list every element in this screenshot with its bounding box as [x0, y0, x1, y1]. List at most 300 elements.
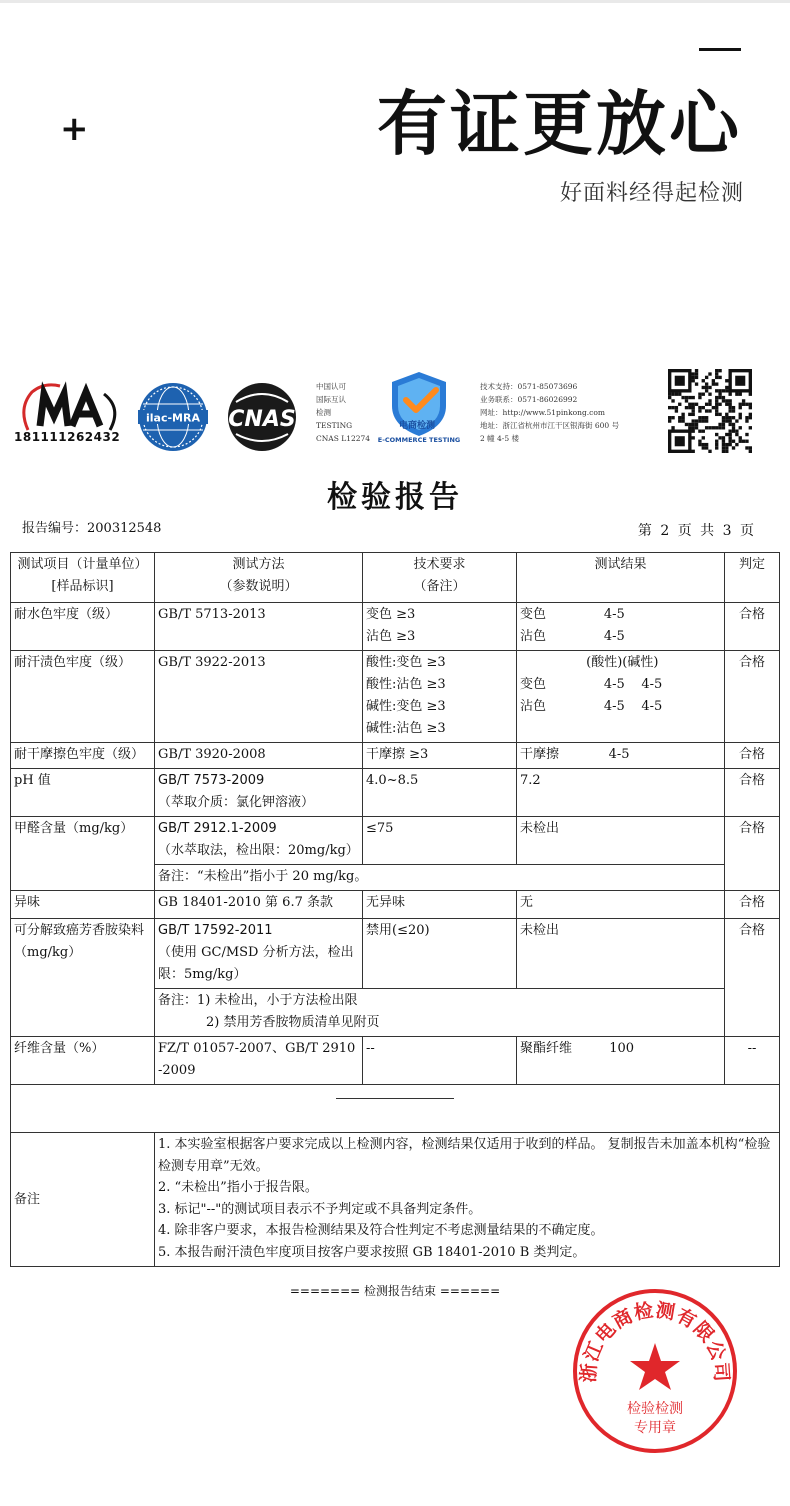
remark-item: 2. “未检出”指小于报告限。	[158, 1180, 318, 1195]
qr-module	[695, 419, 698, 422]
row-item: 纤维含量（%）	[11, 1037, 155, 1085]
qr-module	[745, 446, 748, 449]
qr-module	[692, 396, 695, 399]
qr-module	[718, 376, 721, 379]
qr-module	[695, 403, 698, 406]
report-end-mark: ======= 检测报告结束 ======	[289, 1284, 501, 1298]
qr-module	[728, 416, 731, 419]
qr-module	[708, 386, 711, 389]
qr-module	[692, 406, 695, 409]
header-result: 测试结果	[517, 553, 725, 603]
qr-module	[735, 393, 738, 396]
header-verdict: 判定	[725, 553, 780, 603]
qr-module	[671, 399, 674, 402]
seal-star-icon	[630, 1343, 680, 1390]
qr-module	[708, 403, 711, 406]
row-method: GB/T 5713-2013	[155, 603, 363, 651]
qr-module	[695, 369, 698, 372]
qr-module	[692, 419, 695, 422]
contact-line: 业务联系：0571-86026992	[480, 395, 578, 404]
row-req: ≤75	[363, 817, 517, 865]
remarks-label: 备注	[11, 1133, 155, 1267]
qr-module	[728, 429, 731, 432]
row-req: 4.0~8.5	[363, 769, 517, 817]
header-method-sub: （参数说明）	[219, 579, 298, 594]
table-row	[11, 891, 780, 919]
row-method: GB/T 3922-2013	[155, 651, 363, 743]
qr-module	[712, 379, 715, 382]
row-method: GB/T 3920-2008	[155, 743, 363, 769]
row-item: 耐水色牢度（级）	[11, 603, 155, 651]
qr-module	[742, 440, 745, 443]
qr-module	[708, 450, 711, 453]
qr-module	[725, 450, 728, 453]
qr-module	[725, 433, 728, 436]
contact-line: 2 幢 4-5 楼	[480, 434, 520, 443]
qr-module	[722, 446, 725, 449]
qr-module	[739, 393, 742, 396]
qr-module	[715, 372, 718, 375]
qr-module	[708, 426, 711, 429]
qr-module	[749, 426, 752, 429]
row-method: GB/T 7573-2009	[158, 773, 265, 788]
qr-module	[715, 426, 718, 429]
qr-module	[728, 423, 731, 426]
qr-module	[735, 433, 738, 436]
qr-module	[718, 413, 721, 416]
hero-subtitle: 好面料经得起检测	[559, 181, 744, 206]
qr-module	[735, 419, 738, 422]
qr-module	[732, 440, 735, 443]
qr-module	[705, 389, 708, 392]
qr-module	[678, 419, 681, 422]
qr-module	[705, 419, 708, 422]
row-result: 无	[517, 891, 725, 919]
qr-module	[685, 406, 688, 409]
qr-module	[698, 416, 701, 419]
qr-module	[718, 393, 721, 396]
qr-module	[708, 399, 711, 402]
qr-module	[722, 419, 725, 422]
row-verdict: 合格	[725, 769, 780, 817]
report-title: 检验报告	[327, 480, 463, 515]
qr-module	[705, 403, 708, 406]
row-method: GB 18401-2010 第 6.7 条款	[155, 891, 363, 919]
table-row	[11, 651, 780, 743]
qr-module	[702, 443, 705, 446]
qr-module	[749, 446, 752, 449]
qr-module	[705, 386, 708, 389]
qr-module	[668, 393, 671, 396]
qr-module	[675, 393, 678, 396]
qr-module	[692, 372, 695, 375]
qr-module	[692, 379, 695, 382]
row-verdict: 合格	[725, 743, 780, 769]
row-result: 变色 4-5 4-5	[520, 677, 663, 692]
qr-module	[692, 423, 695, 426]
row-verdict: 合格	[725, 891, 780, 919]
qr-module	[739, 436, 742, 439]
row-req: 禁用(≤20)	[363, 919, 517, 989]
cnas-caption-line: 中国认可	[316, 382, 346, 391]
qr-module	[725, 413, 728, 416]
qr-module	[725, 416, 728, 419]
qr-module	[685, 396, 688, 399]
qr-module	[675, 406, 678, 409]
row-verdict: 合格	[725, 817, 780, 891]
report-table	[10, 552, 780, 1267]
blank-separator	[336, 1098, 454, 1099]
row-result: 干摩擦 4-5	[517, 743, 725, 769]
qr-module	[732, 406, 735, 409]
qr-module	[749, 393, 752, 396]
table-row	[11, 817, 780, 865]
table-row	[11, 743, 780, 769]
qr-module	[708, 393, 711, 396]
row-item: pH 值	[11, 769, 155, 817]
qr-module	[715, 396, 718, 399]
qr-module	[745, 403, 748, 406]
qr-module	[715, 433, 718, 436]
seal-line2: 专用章	[634, 1420, 676, 1436]
qr-module	[728, 403, 731, 406]
qr-module	[749, 413, 752, 416]
remark-item: 4. 除非客户要求，本报告检测结果及符合性判定不考虑测量结果的不确定度。	[158, 1223, 604, 1238]
qr-module	[718, 389, 721, 392]
qr-module	[692, 403, 695, 406]
qr-module	[668, 416, 671, 419]
qr-module	[725, 399, 728, 402]
qr-module	[678, 393, 681, 396]
qr-module	[681, 396, 684, 399]
qr-module	[728, 419, 731, 422]
qr-module	[702, 393, 705, 396]
qr-module	[749, 416, 752, 419]
qr-code-icon	[668, 368, 752, 454]
cma-number: 181111262432	[14, 430, 121, 444]
qr-module	[715, 446, 718, 449]
row-method: FZ/T 01057-2007、GB/T 2910-2009	[155, 1037, 363, 1085]
remark-item: 1. 本实验室根据客户要求完成以上检测内容，检测结果仅适用于收到的样品。 复制报告未加盖本机构“检验检测专用章”无效。	[158, 1137, 771, 1174]
table-row	[11, 603, 780, 651]
row-req: 酸性:沾色 ≥3	[366, 677, 446, 692]
row-req: 干摩擦 ≥3	[363, 743, 517, 769]
qr-module	[692, 409, 695, 412]
qr-module	[705, 376, 708, 379]
qr-module	[692, 376, 695, 379]
table-blank-row	[11, 1085, 780, 1133]
qr-module	[702, 416, 705, 419]
row-result: 变色 4-5	[520, 607, 625, 622]
qr-module	[722, 440, 725, 443]
qr-module	[702, 379, 705, 382]
qr-module	[692, 450, 695, 453]
qr-module	[728, 399, 731, 402]
qr-module	[681, 413, 684, 416]
qr-module	[739, 406, 742, 409]
row-result: (酸性)(碱性)	[520, 655, 659, 670]
qr-module	[722, 443, 725, 446]
qr-module	[698, 419, 701, 422]
qr-module	[715, 443, 718, 446]
qr-module	[725, 379, 728, 382]
qr-module	[708, 372, 711, 375]
remark-item: 5. 本报告耐汗渍色牢度项目按客户要求按照 GB 18401-2010 B 类判定。	[158, 1244, 586, 1260]
qr-module	[688, 396, 691, 399]
qr-module	[742, 403, 745, 406]
qr-module	[722, 416, 725, 419]
qr-module	[745, 419, 748, 422]
qr-module	[732, 423, 735, 426]
qr-module	[702, 419, 705, 422]
qr-module	[735, 443, 738, 446]
qr-module	[698, 429, 701, 432]
header-requirement-sub: （备注）	[413, 579, 466, 594]
qr-module	[698, 409, 701, 412]
qr-module	[745, 440, 748, 443]
qr-module	[708, 409, 711, 412]
row-note: 2) 禁用芳香胺物质清单见附页	[206, 1015, 380, 1030]
qr-module	[705, 446, 708, 449]
seal-arc-text: 浙江电商检测有限公司	[577, 1299, 733, 1384]
qr-module	[671, 393, 674, 396]
qr-module	[702, 436, 705, 439]
row-method-note: （水萃取法，检出限：20mg/kg）	[158, 843, 359, 858]
ecommerce-testing-cn: 电商检测	[399, 421, 436, 431]
qr-module	[695, 376, 698, 379]
qr-module	[695, 372, 698, 375]
ilac-mra-logo	[134, 380, 212, 454]
remark-item: 3. 标记"--"的测试项目表示不予判定或不具备判定条件。	[158, 1201, 482, 1217]
qr-module	[745, 433, 748, 436]
qr-module	[712, 406, 715, 409]
qr-module	[749, 403, 752, 406]
qr-module	[698, 396, 701, 399]
qr-module	[728, 433, 731, 436]
qr-module	[702, 386, 705, 389]
qr-module	[722, 399, 725, 402]
row-req: --	[363, 1037, 517, 1085]
qr-module	[732, 409, 735, 412]
qr-module	[739, 416, 742, 419]
qr-module	[722, 389, 725, 392]
qr-module	[725, 389, 728, 392]
qr-module	[715, 399, 718, 402]
qr-module	[692, 436, 695, 439]
qr-module	[688, 413, 691, 416]
seal-line1: 检验检测	[627, 1401, 683, 1417]
qr-module	[685, 399, 688, 402]
plus-icon: +	[60, 109, 89, 149]
qr-module	[705, 382, 708, 385]
qr-module	[705, 443, 708, 446]
contact-info	[480, 380, 619, 445]
qr-module	[728, 443, 731, 446]
qr-module	[698, 406, 701, 409]
contact-line: 网址：http://www.51pinkong.com	[480, 408, 605, 417]
qr-module	[722, 450, 725, 453]
table-row	[11, 919, 780, 989]
qr-module	[715, 409, 718, 412]
qr-module	[695, 426, 698, 429]
qr-module	[702, 429, 705, 432]
qr-module	[698, 440, 701, 443]
qr-finder	[675, 436, 685, 446]
row-verdict: 合格	[725, 651, 780, 743]
table-row	[11, 769, 780, 817]
qr-module	[712, 426, 715, 429]
qr-module	[728, 440, 731, 443]
row-method-note: （使用 GC/MSD 分析方法，检出限：5mg/kg）	[158, 945, 354, 982]
qr-module	[725, 443, 728, 446]
qr-module	[718, 369, 721, 372]
qr-module	[671, 426, 674, 429]
row-result: 沾色 4-5 4-5	[520, 699, 663, 714]
row-item: 耐干摩擦色牢度（级）	[11, 743, 155, 769]
row-result: 未检出	[517, 919, 725, 989]
cnas-caption	[316, 380, 370, 445]
qr-module	[695, 382, 698, 385]
row-req: 变色 ≥3	[366, 607, 416, 622]
qr-module	[702, 446, 705, 449]
qr-module	[688, 426, 691, 429]
header-item-sub: [样品标识]	[51, 579, 114, 594]
qr-module	[739, 403, 742, 406]
qr-module	[685, 423, 688, 426]
qr-module	[732, 416, 735, 419]
ilac-text: ilac-MRA	[146, 411, 200, 425]
qr-module	[715, 413, 718, 416]
row-req: 无异味	[363, 891, 517, 919]
qr-module	[668, 396, 671, 399]
cnas-text: CNAS	[228, 407, 296, 432]
cnas-caption-line: 国际互认	[316, 395, 346, 404]
qr-module	[718, 426, 721, 429]
qr-module	[739, 440, 742, 443]
qr-module	[728, 406, 731, 409]
qr-module	[728, 436, 731, 439]
qr-module	[742, 399, 745, 402]
qr-module	[678, 403, 681, 406]
qr-module	[718, 423, 721, 426]
table-remarks-row	[11, 1133, 780, 1267]
qr-module	[725, 419, 728, 422]
top-rule	[0, 0, 790, 3]
row-req: 碱性:沾色 ≥3	[366, 721, 446, 736]
row-result: 沾色 4-5	[520, 629, 625, 644]
row-note: 备注：“未检出”指小于 20 mg/kg。	[155, 865, 725, 891]
report-number: 报告编号：200312548	[22, 521, 162, 536]
qr-module	[688, 406, 691, 409]
qr-module	[718, 396, 721, 399]
qr-module	[732, 446, 735, 449]
qr-module	[715, 440, 718, 443]
row-method: GB/T 17592-2011	[158, 923, 273, 938]
qr-module	[735, 429, 738, 432]
row-method: GB/T 2912.1-2009	[158, 821, 277, 836]
qr-module	[749, 406, 752, 409]
row-item: 甲醛含量（mg/kg）	[11, 817, 155, 891]
qr-module	[732, 426, 735, 429]
qr-module	[681, 419, 684, 422]
qr-module	[749, 450, 752, 453]
qr-module	[688, 403, 691, 406]
qr-module	[705, 409, 708, 412]
row-req: 沾色 ≥3	[366, 629, 416, 644]
decor-dash	[699, 48, 741, 51]
header-item: 测试项目（计量单位）	[17, 557, 148, 572]
qr-module	[715, 389, 718, 392]
qr-module	[715, 376, 718, 379]
qr-module	[718, 436, 721, 439]
table-header-row	[11, 553, 780, 603]
qr-module	[718, 403, 721, 406]
row-method-note: （萃取介质：氯化钾溶液）	[158, 795, 315, 810]
row-verdict: --	[725, 1037, 780, 1085]
qr-module	[692, 413, 695, 416]
qr-module	[695, 423, 698, 426]
contact-line: 技术支持：0571-85073696	[480, 382, 578, 391]
cnas-caption-line: 检测	[316, 408, 331, 417]
qr-module	[705, 426, 708, 429]
contact-line: 地址：浙江省杭州市江干区银海街 600 号	[480, 421, 620, 430]
row-item: 耐汗渍色牢度（级）	[11, 651, 155, 743]
page-info: 第 2 页 共 3 页	[637, 523, 756, 539]
row-result: 未检出	[517, 817, 725, 865]
row-note: 备注：1) 未检出，小于方法检出限	[158, 993, 358, 1008]
qr-module	[725, 403, 728, 406]
cnas-caption-line: CNAS L12274	[316, 434, 371, 443]
qr-module	[722, 436, 725, 439]
row-verdict: 合格	[725, 603, 780, 651]
qr-module	[678, 416, 681, 419]
row-req: 酸性:变色 ≥3	[366, 655, 446, 670]
qr-module	[688, 423, 691, 426]
qr-module	[745, 416, 748, 419]
qr-module	[675, 409, 678, 412]
row-result: 7.2	[517, 769, 725, 817]
official-seal	[571, 1287, 739, 1455]
qr-module	[728, 393, 731, 396]
qr-module	[728, 409, 731, 412]
qr-module	[681, 416, 684, 419]
cnas-caption-line: TESTING	[316, 421, 353, 430]
ecommerce-testing-en: E-COMMERCE TESTING	[377, 436, 461, 444]
qr-module	[725, 386, 728, 389]
row-item: 异味	[11, 891, 155, 919]
qr-module	[732, 429, 735, 432]
qr-module	[692, 426, 695, 429]
qr-module	[698, 393, 701, 396]
table-row	[11, 1037, 780, 1085]
qr-module	[668, 406, 671, 409]
qr-module	[698, 443, 701, 446]
qr-module	[671, 416, 674, 419]
qr-module	[715, 382, 718, 385]
qr-module	[722, 426, 725, 429]
qr-module	[739, 426, 742, 429]
qr-module	[668, 419, 671, 422]
qr-module	[715, 406, 718, 409]
qr-module	[722, 396, 725, 399]
qr-module	[702, 406, 705, 409]
qr-module	[715, 369, 718, 372]
row-item: 可分解致癌芳香胺染料（mg/kg）	[11, 919, 155, 1037]
qr-module	[715, 403, 718, 406]
qr-module	[739, 413, 742, 416]
cnas-logo	[218, 380, 306, 454]
header-requirement: 技术要求	[413, 557, 466, 572]
